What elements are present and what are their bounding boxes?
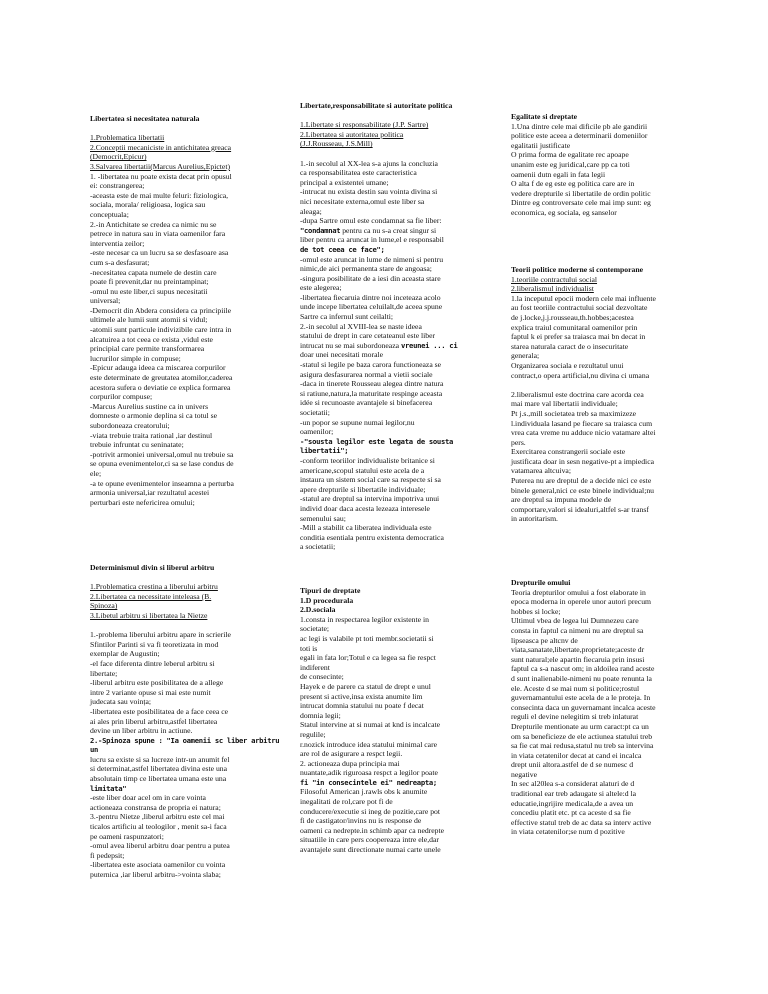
toc-item: (J.J.Rousseau, J.S.Mill) <box>300 139 373 149</box>
quote-line: 2.-Spinoza spune : "Ia oamenii sc liber arbitru un <box>90 735 280 755</box>
text-line: -intrucat nu exista destin sau vointa divina si <box>300 187 438 197</box>
text-line: alcatuirea a tot ceea ce exista ,vidul este <box>90 334 213 344</box>
text-line: Ultimul vbea de legea lui Dumnezeu care <box>511 616 639 626</box>
text-fragment: pentru ca nu s-a creat singur si <box>340 225 437 235</box>
text-line: 1. -libertatea nu poate exista decat prin opusul <box>90 171 232 181</box>
text-line: -liberul arbitru este posibilitatea de a allege <box>90 678 224 688</box>
text-line: ele; <box>90 468 102 478</box>
text-line: si determinat,astfel libertatea divina este una <box>90 764 228 774</box>
text-line: -necesitatea capata numele de destin care <box>90 267 217 277</box>
text-line: are dreptul sa impuna modele de <box>511 495 612 505</box>
text-line: -conform teoriilor individualiste britanice si <box>300 455 435 465</box>
text-line: subordoneaza creatorului; <box>90 421 170 430</box>
section-body <box>511 122 711 218</box>
text-line: instaura un sistem social care sa respecte si sa <box>300 475 441 485</box>
section-title: Libertate,responsabilitate si autoritate politica <box>300 101 453 110</box>
text-line: epoca moderna in operele unor autori precum <box>511 597 652 607</box>
text-line: binele general,nici ce este binele individual;nu <box>511 485 655 495</box>
text-line: principial care permite transformarea <box>90 344 205 354</box>
toc-item: 3.Libetul arbitru si libertatea la Nietze <box>90 610 208 620</box>
text-line: asigura desfasurarea normal a vietii sociale <box>300 369 433 379</box>
text-line: d sunt inalienabile-nimeni nu poate renunta la <box>511 673 652 683</box>
text-line: -este necesar ca un lucru sa se desfasoare asa <box>90 248 229 258</box>
text-line: apere drepturile si libertatile individuale; <box>300 484 426 494</box>
text-line: -Epicur adauga ideea ca miscarea corpurilor <box>90 363 226 373</box>
text-line: contract,o opera artificial,nu divina ci umana <box>511 370 650 380</box>
text-line: oameni ca nedrepte.in schimb apar ca nedrepte <box>300 825 445 835</box>
toc-item: 2.liberalismul individualist <box>511 284 594 294</box>
text-line: actioneaza constransa de propria ei natura; <box>90 802 221 812</box>
toc-item: (Democrit,Epicur) <box>90 152 147 162</box>
text-line: sa fie cat mai redusa,statul nu treb sa intervina <box>511 741 654 751</box>
text-line: -Marcus Aurelius sustine ca in univers <box>90 401 209 411</box>
section-tipuri-dreptate <box>300 586 500 855</box>
text-line: sunt natural;ele apartin fiecaruia prin insusi <box>511 654 645 664</box>
text-line: sociala, morala/ religioasa, logica sau <box>90 200 206 210</box>
text-line: lucrurilor simple in compuse; <box>90 353 181 363</box>
text-line: Filosoful American j.rawls obs k anumite <box>300 787 428 797</box>
text-line: interventia zeilor; <box>90 238 145 248</box>
section-title: Tipuri de dreptate <box>300 586 361 595</box>
text-line: in autoritarism. <box>511 514 558 524</box>
text-line: -libertatea este posibilitatea de a face ceea ce <box>90 706 229 716</box>
text-line: concediu platit etc. pt ca aceste d sa fie <box>511 808 631 818</box>
text-line: -dupa Sartre omul este condamnat sa fie liber: <box>300 216 442 226</box>
text-line: -omul avea liberul arbitru doar pentru a putea <box>90 841 230 851</box>
text-line: petrece in natura sau in viata oamenilor fara <box>90 229 226 239</box>
text-line: pe oameni raspunzatori; <box>90 831 164 841</box>
text-line: universal; <box>90 296 121 306</box>
text-line: Statul intervine at si numai at knd is incalcate <box>300 720 441 730</box>
text-line: libertate; <box>90 668 118 678</box>
text-line: ei: constrangerea; <box>90 181 145 191</box>
section-title: Libertatea si necesitatea naturala <box>90 114 200 123</box>
text-line: societate; <box>300 624 330 634</box>
section-toc <box>90 582 285 620</box>
toc-item: 1.Problematica crestina a liberului arbitru <box>90 582 218 592</box>
text-line: vatamarea altcuiva; <box>511 466 571 476</box>
text-line: intrucat domnia statului nu poate f decat <box>300 701 424 711</box>
text-line: om sa beneficieze de ele actiunea statului treb <box>511 731 653 741</box>
toc-item: 1.Libertate si responsabilitate (J.P. Sartre) <box>300 120 429 130</box>
text-line: indiferent <box>300 662 330 672</box>
text-line: domneste o armonie deplina si ca totul se <box>90 411 218 421</box>
text-line: nici necesitate externa,omul este liber sa <box>300 196 425 206</box>
text-line: 2. actioneaza dupa principia mai <box>300 758 400 768</box>
text-line: toti is <box>300 643 318 653</box>
text-line: -daca in tinerete Rousseau alegea dintre natura <box>300 379 444 389</box>
section-toc <box>511 275 711 294</box>
text-line: vedere drepturile si libertatile de ordin politic <box>511 188 651 198</box>
text-line: de j.locke,j.j.rousseau,th.hobbes;acestea <box>511 312 634 322</box>
text-line: nimic,de aici permanenta stare de angoasa; <box>300 264 432 274</box>
text-line: are rol de asigurare a respct legii. <box>300 749 403 759</box>
text-line: educatie,ingrijire medicala,de a avea un <box>511 798 634 808</box>
toc-item: 1.teoriile contractului social <box>511 274 598 284</box>
text-line: regulile; <box>300 729 326 739</box>
section-body <box>300 787 500 854</box>
text-line: consecinta daca un guvernamant incalca aceste <box>511 702 656 712</box>
toc-item: 2.Libertatea ca necessitate inteleasa (B. <box>90 591 212 601</box>
text-line: -a te opune evenimentelor inseamna a perturba <box>90 478 234 488</box>
quote-fragment: vreunei ... ci <box>400 340 458 350</box>
text-line: -statul are dreptul sa intervina impotriva unui <box>300 494 440 504</box>
text-line: 2.liberalismul este doctrina care acorda cea <box>511 389 644 399</box>
text-line: exemplar de Augustin; <box>90 649 160 659</box>
text-line: negative <box>511 769 538 779</box>
text-line <box>511 380 711 390</box>
text-line: situatiile in care pers coopereaza intre ele,dar <box>300 835 439 845</box>
text-line: lipseasca pe altcnv de <box>511 635 578 645</box>
text-line: -aceasta este de mai multe feluri: fiziologica, <box>90 190 229 200</box>
section-body <box>300 456 500 552</box>
section-body <box>300 255 500 341</box>
text-line: ticalos artificiu al teologilor , menit sa-i faca <box>90 822 227 832</box>
text-line: 1.Una dintre cele mai dificile pb ale gandirii <box>511 121 648 131</box>
text-line: O prima forma de egalitate rec apoape <box>511 150 629 160</box>
text-line: -statul si legile pe baza carora functioneaza se <box>300 360 442 370</box>
text-line: egalitatii justificate <box>511 140 571 150</box>
text-line: vrea cata vreme nu adduce nicio vatamare altei <box>511 428 656 438</box>
text-line: faptul ca s-a nascut om; in aldoilea rand aceste <box>511 664 655 674</box>
text-line: si ratiune,natura,la maturitate respinge aceasta <box>300 388 443 398</box>
text-fragment: intrucat nu se mai subordoneaza <box>300 340 401 350</box>
toc-item: 2.Conceptii mecaniciste in antichitatea greaca <box>90 142 232 152</box>
text-line: -libertatea fiecaruia dintre noi inceteaza acolo <box>300 292 441 302</box>
text-line: conditia esentiala pentru existenta democratica <box>300 532 444 542</box>
section-teorii-politice <box>511 265 711 524</box>
text-line: 2.-in Antichitate se credea ca nimic nu se <box>90 219 217 229</box>
section-determinismul-divin <box>90 563 285 880</box>
text-line: liber pentru ca aruncat in lume,el e responsabil <box>300 235 444 245</box>
text-line: ultimele ale lumii sunt atomii si vidul; <box>90 315 208 325</box>
text-line: Dintre eg controversate cele mai imp sunt: eg <box>511 198 651 208</box>
section-toc <box>300 120 500 149</box>
text-line: Puterea nu are dreptul de a decide nici ce este <box>511 476 652 486</box>
text-line: Pt j.s.,mill societatea treb sa maximizeze <box>511 408 637 418</box>
text-line: 1.consta in respectarea legilor existente in <box>300 614 429 624</box>
text-line: corpurilor compuse; <box>90 392 153 402</box>
section-body <box>90 755 285 784</box>
text-line: egali in fata lor;Totul e ca legea sa fie respct <box>300 653 436 663</box>
text-line: in viata cetatenilor;se num d pozitive <box>511 827 625 837</box>
text-line: acestora sufera o deviatie ce explica formarea <box>90 382 231 392</box>
text-line: statului de drept in care cetateanul este liber <box>300 331 436 341</box>
text-line: -singura posibilitate de a iesi din aceasta stare <box>300 273 441 283</box>
subsection-title: 1.D procedurala <box>300 595 354 605</box>
text-line: ac legi is valabile pt toti membr.societatii si <box>300 633 434 643</box>
text-line: oamenilor; <box>300 427 334 437</box>
text-line: -libertatea este asociata oamenilor cu vointa <box>90 860 226 870</box>
text-line: a societatii; <box>300 542 336 552</box>
text-line: este determinate de greutatea atomilor,caderea <box>90 373 233 383</box>
text-line: generala; <box>511 351 540 361</box>
text-line: In sec al20lea s-a considerat alaturi de d <box>511 779 635 789</box>
text-line: societatii; <box>300 408 330 417</box>
section-body <box>90 793 285 879</box>
text-line: nuantate,adik riguroasa respct a legilor poate <box>300 768 438 778</box>
text-line: traditional ear treb adaugate si altele:d la <box>511 789 637 799</box>
text-line: Hayek e de parere ca statul de drept e unul <box>300 681 431 691</box>
toc-item: 3.Salvarea libertatii(Marcus Aurelius,Epictet) <box>90 161 231 171</box>
text-line: inegalitati de rol,care pot fi de <box>300 797 393 807</box>
text-line: -Democrit din Abdera considera ca principiile <box>90 305 232 315</box>
quote-fragment: "condamnat <box>300 225 341 235</box>
text-line: fi de castigator/invins nu is response de <box>300 816 422 826</box>
text-line: ai ales prin liberul arbitru,astfel libertatea <box>90 716 218 726</box>
text-line: domnia legii; <box>300 710 341 720</box>
section-title: Determinismul divin si liberul arbitru <box>90 563 215 572</box>
toc-item: 1.Problematica libertatii <box>90 133 165 143</box>
text-line: -Mill a stabilit ca liberatea individuala este <box>300 523 432 533</box>
text-line: se opuna evenimentelor,ci sa se lase condus de <box>90 459 234 469</box>
section-libertate-responsabilitate <box>300 101 500 552</box>
text-line: conducere/executie si ineg de pozitie,care pot <box>300 806 441 816</box>
text-line: lucru sa existe si sa lucreze intr-un anumit fel <box>90 754 230 764</box>
text-line <box>300 341 500 351</box>
section-body <box>300 350 500 436</box>
subsection-title: 2.D.sociala <box>300 605 336 615</box>
text-line: drept unii altora.astfel de d se numesc d <box>511 760 634 770</box>
text-line: present si active,insa exista anumite lim <box>300 691 423 701</box>
text-line: mai mare val libertatii individuale; <box>511 399 618 409</box>
text-line: 1.-in secolul al XX-lea s-a ajuns la concluzia <box>300 158 438 168</box>
quote-line: limitata" <box>90 783 127 793</box>
text-line: -atomii sunt particule indivizibile care intra in <box>90 325 232 335</box>
text-line: consta in faptul ca nimeni nu are dreptul sa <box>511 625 644 635</box>
quote-line: -"sousta legilor este legata de sousta libertatii"; <box>300 436 454 456</box>
text-line: fi pedepsit; <box>90 850 125 860</box>
text-line: intre 2 variante opuse si mai este numit <box>90 687 211 697</box>
text-line: judecata sau voința; <box>90 697 152 707</box>
text-line: avantajele sunt directionate numai carte unele <box>300 845 441 855</box>
text-line: comportare,valori si idealuri,altfel s-ar transf <box>511 504 649 514</box>
text-line: conceptuala; <box>90 209 129 219</box>
text-line: 1.la inceputul epocii modern cele mai influente <box>511 293 656 303</box>
section-title: Egalitate si dreptate <box>511 112 578 121</box>
text-line: l.individuala lasand pe fiecare sa traiasca cum <box>511 418 653 428</box>
text-line: hobbes si locke; <box>511 606 561 616</box>
text-line: -un popor se supune numai legilor,nu <box>300 417 415 427</box>
text-line: doar unei necesitati morale <box>300 350 384 360</box>
section-toc <box>90 133 285 171</box>
text-line: individ doar daca acesta lezeaza interesele <box>300 503 430 513</box>
text-line: absolutain timp ce libertatea umana este una <box>90 774 227 784</box>
text-line: semenului sau; <box>300 513 346 523</box>
text-line: 1.-problema liberului arbitru apare in scrierile <box>90 630 231 640</box>
text-line: puternica ,iar liberul arbitru->vointa slaba; <box>90 870 221 879</box>
text-line: -este liber doar acel om in care vointa <box>90 793 206 803</box>
text-line: aleaga; <box>300 206 322 216</box>
toc-item: Spinoza) <box>90 601 118 611</box>
text-line: economica, eg sociala, eg sanselor <box>511 207 617 217</box>
text-line <box>300 226 500 236</box>
section-body <box>90 172 285 508</box>
text-line: devine un liber arbitru in actiune. <box>90 726 193 736</box>
text-line: -el face diferenta dintre leberul arbitru si <box>90 658 215 668</box>
text-line: guvernamantului este acela de a le proteja. In <box>511 693 651 703</box>
section-egalitate-dreptate <box>511 112 711 218</box>
text-line: principal a existentei umane; <box>300 177 389 187</box>
text-line: effective statul treb de ac data sa interv active <box>511 817 652 827</box>
text-line: este alegerea; <box>300 283 342 293</box>
text-line: justificata doar in sesn negative-pt a impiedica <box>511 456 655 466</box>
text-line: de consecinte; <box>300 672 344 682</box>
text-line: politice este aceea a determinarii domeniilor <box>511 131 648 141</box>
text-line: O alta f de eg este eg politica care are in <box>511 179 635 189</box>
text-line: Organizarea sociala e rezultatul unui <box>511 360 624 370</box>
text-line: Teoria drepturilor omului a fost elaborate in <box>511 587 646 597</box>
text-line: in viata cetatenilor decat at cand ei incalca <box>511 750 642 760</box>
text-line: 3.-pentru Nietze ,liberul arbitru este cel mai <box>90 812 225 822</box>
text-line: ele. Aceste d se mai num si politice;rostul <box>511 683 640 693</box>
text-line: unde incepe libertatea celuilalt,de aceea spune <box>300 302 443 312</box>
section-body <box>300 615 500 778</box>
section-libertatea-necesitatea <box>90 114 285 507</box>
text-line: americane,scopul statului este acela de a <box>300 465 425 475</box>
text-line: unanim este eg juridical,care pp ca toti <box>511 159 630 169</box>
text-line: r.nozick introduce idea statului minimal care <box>300 739 438 749</box>
text-line: -omul este aruncat in lume de nimeni si pentru <box>300 254 444 264</box>
text-line: Drepturile mentionate au urm caract:pt ca un <box>511 721 649 731</box>
text-line: armonia universal,iar rezultatul acestei <box>90 488 210 498</box>
text-line: Sartre ca infernul sunt ceilalti; <box>300 312 394 322</box>
section-body <box>511 588 711 837</box>
text-line: viata,sanatate,libertate,proprietate;aceste dr <box>511 645 645 655</box>
text-line: trebuie infruntat cu seninatate; <box>90 440 184 450</box>
text-line: pers. <box>511 437 526 447</box>
section-title: Drepturile omului <box>511 578 571 587</box>
section-drepturile-omului <box>511 578 711 837</box>
text-line: poate fi prevenit,dar nu preintampinat; <box>90 277 209 287</box>
text-line: Exercitarea constrangerii sociale este <box>511 447 626 457</box>
section-body <box>300 159 500 226</box>
quote-line: fi "in consecintele ei" nedreapta; <box>300 777 437 787</box>
toc-item: 2.Libertatea si autoritatea politica <box>300 129 404 139</box>
text-line: explica traiul comunitaral oamenilor prin <box>511 322 638 332</box>
text-line: au fost teoriile contractului social dezvoltate <box>511 303 648 313</box>
text-line: idée si recunoaste avantajele si binefacerea <box>300 398 433 408</box>
text-line: starea naturala caract de o insecuritate <box>511 341 629 351</box>
text-line: 2.-in secolul al XVIII-lea se naste ideea <box>300 321 422 331</box>
section-body <box>90 630 285 736</box>
text-line: oamenii dutn egali in fata legii <box>511 169 606 179</box>
text-line: ca responsabilitatea este caracteristica <box>300 168 417 178</box>
quote-line: de tot ceea ce face"; <box>300 244 385 254</box>
text-line: reguli el devine nelegitim si treb inlaturat <box>511 712 639 722</box>
section-body <box>511 294 711 524</box>
text-line: perturbari este nefericirea omului; <box>90 497 195 507</box>
text-line: -viata trebuie traita rational ,iar destinul <box>90 430 213 440</box>
text-line: cum s-a desfasurat; <box>90 257 150 267</box>
section-title: Teorii politice moderne si contemporane <box>511 265 644 274</box>
text-line: -omul nu este liber,ci supus necesitatii <box>90 286 208 296</box>
text-line: faptul k ei prefer sa traiasca mai bn decat in <box>511 332 646 342</box>
text-line: Sfintilor Parinti si va fi teoretizata in mod <box>90 639 219 649</box>
text-line: -potrivit armoniei universal,omul nu trebuie sa <box>90 449 234 459</box>
